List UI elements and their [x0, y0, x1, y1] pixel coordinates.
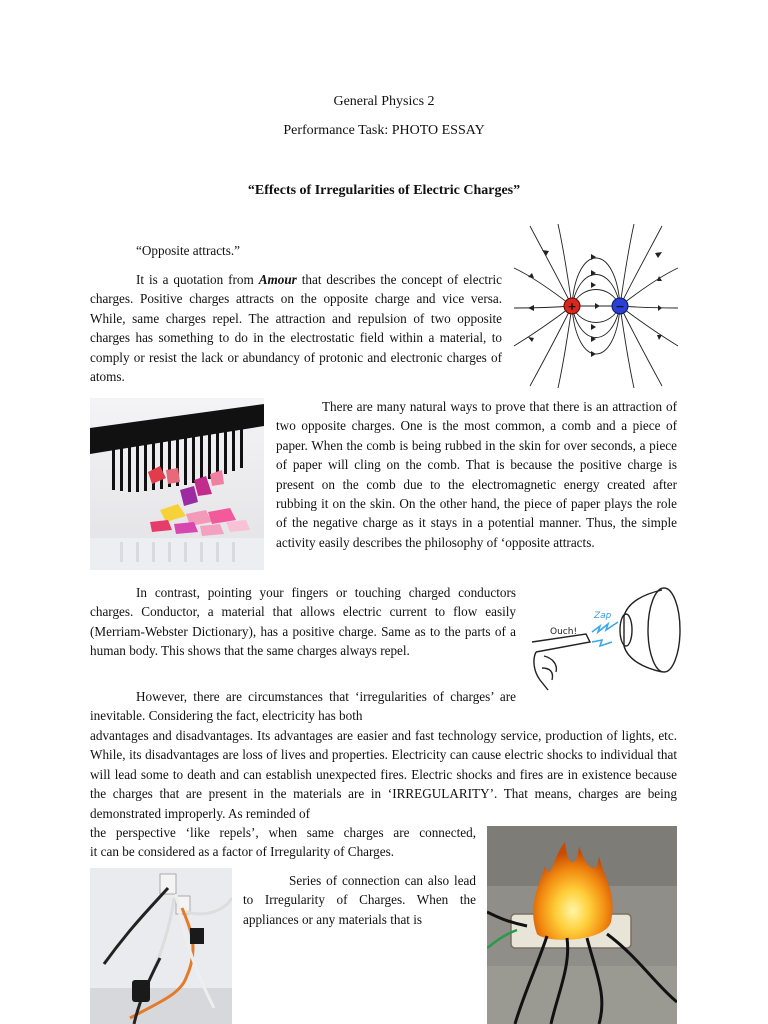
- intro-text-before: It is a quotation from: [136, 272, 259, 287]
- comb-paper-photo: [90, 398, 264, 570]
- paragraph-irregularities-intro: However, there are circumstances that ‘irregularities of charges’ are inevitable. Considering the fact, electricity has both: [90, 689, 516, 724]
- paragraph-irregularities-body: advantages and disadvantages. Its advantages are easier and fast technology service, production of lights, etc. While, its disadvantages are loss of lives and properties. Electricity can cause electric shocks to individual that will lead some to death and can establish unexpected fires. Electric shocks and fires are in existence because the charges that are present in the materials are in ‘IRREGULARITY’. That means, charges are being demonstrated improperly. As reminded of: [90, 728, 677, 821]
- finger-shock-drawing: [524, 580, 684, 694]
- paragraph-contrast: In contrast, pointing your fingers or touching charged conductors charges. Conductor, a material that allows electric current to flow easily (Merriam-Webster Dictionary), has a positive charge. Same as to the parts of a human body. This shows that the same charges always repel.: [90, 585, 516, 659]
- plus-sign: +: [567, 300, 577, 313]
- comb-paper-image: [90, 398, 264, 570]
- author-name: Amour: [258, 272, 297, 287]
- zap-label: Zap: [594, 611, 612, 621]
- paragraph-intro: [90, 270, 502, 386]
- intro-text-after: that describes the concept of electric charges. Positive charges attracts on the opposite charge and vice versa. While, same charges repel. The attraction and repulsion of two opposite charges has something to do in the electrostatic field within a material, to comply or resist the lack or abundancy of protonic and electronic charges of atoms.: [90, 272, 502, 385]
- task-title: Performance Task: PHOTO ESSAY: [283, 123, 485, 138]
- dipole-field-image: [512, 224, 680, 388]
- burning-outlet-photo: [487, 826, 677, 1024]
- paragraph-like-repels-line: the perspective ‘like repels’, when same charges are connected,: [90, 825, 476, 840]
- paragraph-comb: There are many natural ways to prove that there is an attraction of two opposite charges. One is the most common, a comb and a piece of paper. When the comb is being rubbed in the skin for over seconds, a piece of paper will cling on the comb. That is because the positive charge is present on the comb due to the electromagnetic energy created after rubbing it on the skin. On the other hand, the piece of paper plays the role of the negative charge as it stays in a potential manner. Thus, the simple activity easily describes the philosophy of ‘opposite attracts.: [276, 399, 677, 550]
- dipole-field-diagram: [512, 224, 680, 388]
- burning-outlet-image: [487, 826, 677, 1024]
- extension-cables-photo: [90, 868, 232, 1024]
- course-title: General Physics 2: [333, 94, 435, 109]
- paragraph-factor-line: it can be considered as a factor of Irregularity of Charges.: [90, 844, 395, 859]
- paragraph-series-connection: Series of connection can also lead to Irregularity of Charges. When the appliances or any materials that is: [243, 873, 476, 927]
- finger-shock-image: [524, 580, 684, 694]
- extension-cables-image: [90, 868, 232, 1024]
- ouch-label: Ouch!: [550, 627, 578, 637]
- minus-sign: −: [615, 300, 625, 313]
- essay-title: “Effects of Irregularities of Electric Charges”: [247, 183, 521, 198]
- quote-line: “Opposite attracts.”: [136, 243, 240, 258]
